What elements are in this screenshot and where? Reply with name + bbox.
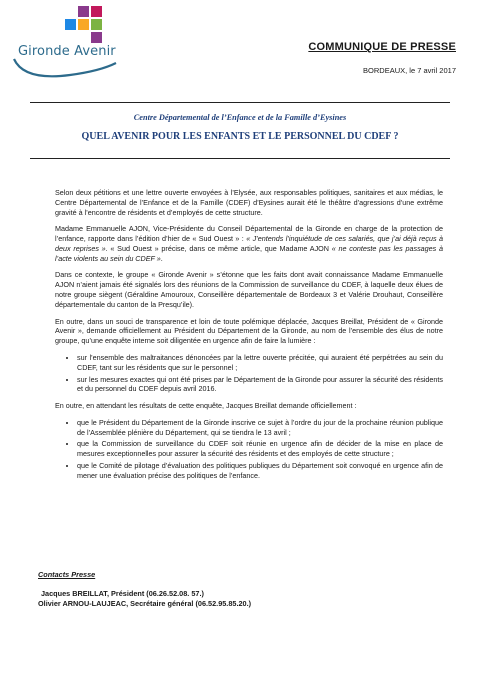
logo-swoosh-icon (10, 55, 120, 81)
list-item: • sur l’ensemble des maltraitances dénoncées par la lettre ouverte précitée, qui auraient été perpétrées au sein du CDEF, tant sur les résidents que sur le personnel ; (77, 353, 443, 373)
paragraph-5: En outre, en attendant les résultats de cette enquête, Jacques Breillat demande officiellement : (55, 401, 357, 411)
paragraph-2-part-c: . « Sud Ouest » précise, dans ce même article, que Madame AJON (105, 243, 332, 253)
paragraph-2-part-a: Madame Emmanuelle AJON, Vice-Présidente du Conseil Départemental de la Gironde en charge de la protection de l’enfance, rapporte dans l’édition d’hier de « Sud Ouest » : (55, 224, 443, 244)
logo-square-magenta (91, 6, 102, 17)
gironde-avenir-logo-squares (38, 6, 108, 46)
centre-name: Centre Départemental de l’Enfance et de la Famille d’Eysines (133, 113, 347, 122)
press-release-body (55, 188, 443, 488)
logo-square-green (91, 19, 102, 30)
headline: QUEL AVENIR POUR LES ENFANTS ET LE PERSONNEL DU CDEF ? (81, 131, 399, 142)
paragraph-3: Dans ce contexte, le groupe « Gironde Avenir » s’étonne que les faits dont avait connaissance Madame Emmanuelle AJON n’aient jamais été signalés lors des réunions de la Commission de surveillance du CDEF, à laquelle deux élues de notre groupe siègent (Géraldine Amouroux, Conseillère départementale de Bordeaux 3 et Valérie Drouhaut, Conseillère départementale du canton de la Presqu’ile). (55, 270, 443, 309)
inquiry-bullet-list (55, 353, 443, 394)
contact-secretary: Olivier ARNOU-LAUJEAC, Secrétaire général (06.52.95.85.20.) (38, 599, 252, 609)
contact-president: Jacques BREILLAT, Président (06.26.52.08. 57.) (41, 588, 204, 598)
bottom-divider (30, 158, 450, 159)
logo-square-blue (65, 19, 76, 30)
demands-bullet-list (55, 418, 443, 481)
logo-square-purple (78, 6, 89, 17)
top-divider (30, 102, 450, 103)
logo-square-purple-2 (91, 32, 102, 43)
dateline: BORDEAUX, le 7 avril 2017 (363, 66, 456, 75)
press-release-title: COMMUNIQUE DE PRESSE (308, 41, 456, 53)
logo-wordmark: Gironde Avenir (18, 44, 116, 59)
list-item: • sur les mesures exactes qui ont été prises par le Département de la Gironde pour assurer la sécurité des résidents et du personnel du CDEF depuis avril 2016. (77, 375, 443, 395)
paragraph-2-part-e: . (160, 253, 163, 263)
paragraph-4: En outre, dans un souci de transparence et loin de toute polémique déplacée, Jacques Breillat, Président de « Gironde Avenir », demande officiellement au Président du Département de la Gironde, au nom de l’ensemble des élus de notre groupe, qu’une enquête interne soit diligentée en urgence afin de faire la lumière : (55, 316, 443, 346)
contacts-title: Contacts Presse (38, 570, 96, 579)
paragraph-1: Selon deux pétitions et une lettre ouverte envoyées à l’Elysée, aux responsables politiques, sanitaires et aux médias, le Centre Départemental de l’Enfance et de la Famille (CDEF) d’Eysines aurait été le théâtre d’agressions d’une extrême gravité à l’encontre de résidents et d’employés de cette structure. (55, 188, 443, 217)
list-item: • que le Président du Département de la Gironde inscrive ce sujet à l’ordre du jour de la prochaine réunion publique de l’Assemblée plénière du Département, qui se tiendra le 13 avril ; (77, 418, 443, 438)
press-contacts (38, 570, 251, 610)
paragraph-2-quote-2: « ne conteste pas les passages à l’acte violents au sein du CDEF » (55, 243, 444, 263)
list-item: • que la Commission de surveillance du CDEF soit réunie en urgence afin de décider de la mise en place de mesures exceptionnelles pour assurer la sécurité des résidents et des employés de cette structure ; (77, 439, 443, 459)
list-item: • que le Comité de pilotage d’évaluation des politiques publiques du Département soit convoqué en urgence afin de mener une évaluation précise des politiques de l’enfance. (77, 461, 443, 481)
logo-square-yellow (78, 19, 89, 30)
paragraph-2 (55, 224, 443, 263)
paragraph-2-quote-1: « J’entends l’inquiétude de ces salariés, que j’ai déjà reçus à deux reprises » (55, 234, 443, 253)
